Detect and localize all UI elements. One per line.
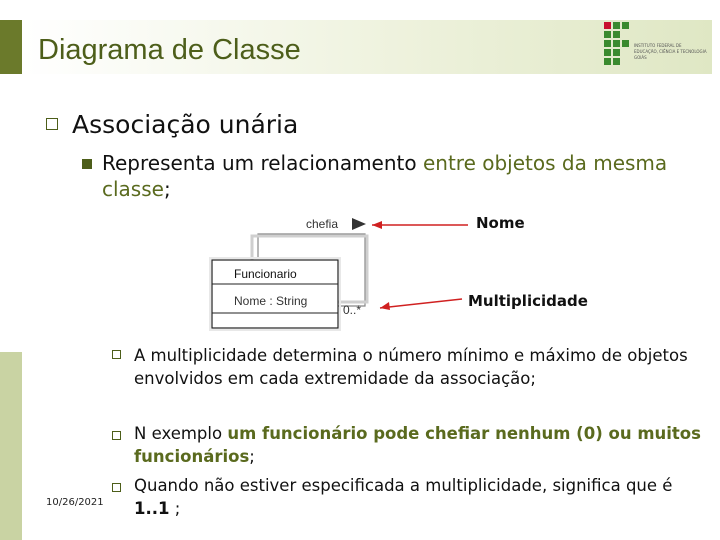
description-part-3: ; <box>163 177 171 201</box>
class-attribute: Nome : String <box>234 294 308 308</box>
subpoint-1: A multiplicidade determina o número mínimo e máximo de objetos envolvidos em cada extremidade da associação; <box>134 346 688 388</box>
subpoint-3-part-1: Quando não estiver especificada a multiplicidade, significa que é <box>134 476 673 495</box>
bullet-filled-square-icon <box>82 159 92 169</box>
logo-line-2: EDUCAÇÃO, CIÊNCIA E TECNOLOGIA <box>634 49 707 54</box>
slide-title: Diagrama de Classe <box>38 34 301 66</box>
left-decor-bar <box>0 0 22 540</box>
annotation-name: Nome <box>476 214 525 232</box>
subpoint-3-bold: 1..1 <box>134 499 170 518</box>
subpoint-bullet-icon <box>112 431 121 440</box>
class-name: Funcionario <box>234 267 297 281</box>
subpoint-2-part-1: N exemplo <box>134 424 228 443</box>
subpoint-3-part-3: ; <box>169 499 181 518</box>
multiplicity-label: 0..* <box>343 303 362 317</box>
bullet-square-icon <box>46 118 58 130</box>
logo-line-1: INSTITUTO FEDERAL DE <box>634 43 682 48</box>
logo-line-3: GOIÁS <box>634 55 647 60</box>
slide-date: 10/26/2021 <box>46 497 104 508</box>
institution-logo <box>604 22 707 68</box>
subpoint-3 <box>134 474 709 520</box>
bullet-description <box>102 150 672 202</box>
subpoint-2-part-3: ; <box>249 447 255 466</box>
subpoint-2-highlight: um funcionário pode chefiar nenhum (0) ou muitos funcionários <box>134 424 701 466</box>
name-arrowhead-icon <box>372 221 382 229</box>
multiplicity-arrowhead-icon <box>380 302 390 310</box>
description-part-1: Representa um relacionamento <box>102 151 423 175</box>
role-label: chefia <box>306 217 339 231</box>
navigation-arrow-icon <box>352 218 366 230</box>
description-highlight: entre objetos da mesma classe <box>102 151 668 201</box>
uml-diagram <box>200 210 620 330</box>
multiplicity-arrow <box>380 299 462 308</box>
bullet-heading: Associação unária <box>72 110 299 139</box>
subpoint-bullet-icon <box>112 350 121 359</box>
subpoint-2 <box>134 422 709 468</box>
annotation-multiplicity: Multiplicidade <box>468 292 588 310</box>
subpoint-bullet-icon <box>112 483 121 492</box>
